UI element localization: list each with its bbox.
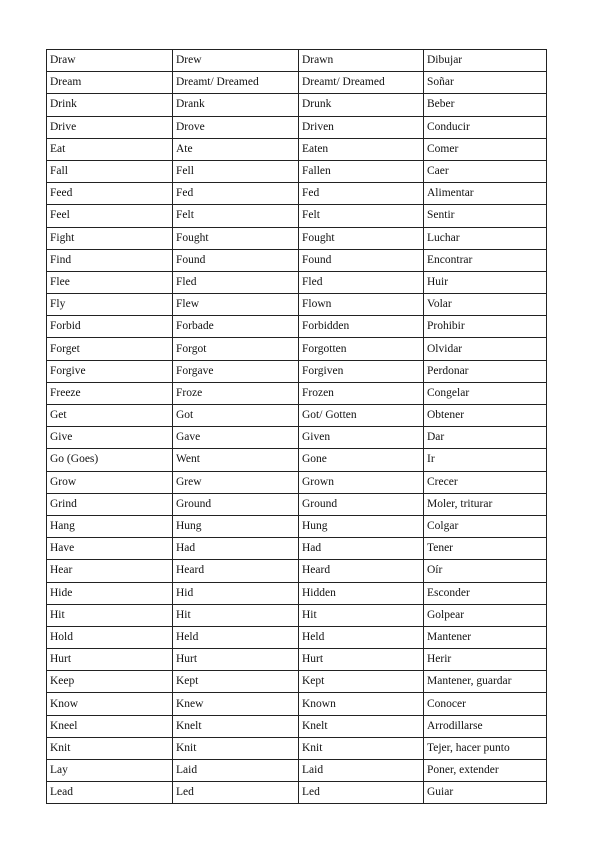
past-participle-cell: Had (299, 538, 424, 560)
table-row (47, 116, 547, 138)
past-simple-cell: Felt (173, 205, 299, 227)
past-participle-cell: Driven (299, 116, 424, 138)
past-simple-cell: Grew (173, 471, 299, 493)
past-simple-cell: Forgave (173, 360, 299, 382)
past-simple-cell: Got (173, 405, 299, 427)
base-form-cell: Flee (47, 271, 173, 293)
translation-cell: Huir (424, 271, 547, 293)
table-row (47, 249, 547, 271)
translation-cell: Crecer (424, 471, 547, 493)
translation-cell: Ir (424, 449, 547, 471)
past-participle-cell: Ground (299, 493, 424, 515)
past-simple-cell: Fed (173, 183, 299, 205)
past-participle-cell: Felt (299, 205, 424, 227)
past-participle-cell: Led (299, 782, 424, 804)
base-form-cell: Keep (47, 671, 173, 693)
past-participle-cell: Fought (299, 227, 424, 249)
past-participle-cell: Given (299, 427, 424, 449)
table-row (47, 693, 547, 715)
base-form-cell: Fight (47, 227, 173, 249)
base-form-cell: Hide (47, 582, 173, 604)
translation-cell: Herir (424, 649, 547, 671)
table-row (47, 382, 547, 404)
past-simple-cell: Led (173, 782, 299, 804)
base-form-cell: Have (47, 538, 173, 560)
table-row (47, 271, 547, 293)
base-form-cell: Feel (47, 205, 173, 227)
table-row (47, 338, 547, 360)
translation-cell: Comer (424, 138, 547, 160)
base-form-cell: Go (Goes) (47, 449, 173, 471)
past-simple-cell: Laid (173, 760, 299, 782)
translation-cell: Encontrar (424, 249, 547, 271)
base-form-cell: Drive (47, 116, 173, 138)
past-simple-cell: Forgot (173, 338, 299, 360)
past-participle-cell: Forbidden (299, 316, 424, 338)
translation-cell: Prohibir (424, 316, 547, 338)
table-row (47, 737, 547, 759)
translation-cell: Perdonar (424, 360, 547, 382)
base-form-cell: Knit (47, 737, 173, 759)
past-simple-cell: Ate (173, 138, 299, 160)
base-form-cell: Draw (47, 50, 173, 72)
base-form-cell: Hang (47, 515, 173, 537)
past-participle-cell: Held (299, 626, 424, 648)
past-participle-cell: Eaten (299, 138, 424, 160)
past-simple-cell: Knit (173, 737, 299, 759)
base-form-cell: Feed (47, 183, 173, 205)
past-simple-cell: Drove (173, 116, 299, 138)
translation-cell: Volar (424, 294, 547, 316)
translation-cell: Dibujar (424, 50, 547, 72)
past-participle-cell: Fled (299, 271, 424, 293)
base-form-cell: Fly (47, 294, 173, 316)
base-form-cell: Forgive (47, 360, 173, 382)
past-simple-cell: Held (173, 626, 299, 648)
past-participle-cell: Drunk (299, 94, 424, 116)
table-row (47, 493, 547, 515)
translation-cell: Sentir (424, 205, 547, 227)
past-simple-cell: Hid (173, 582, 299, 604)
base-form-cell: Lay (47, 760, 173, 782)
past-simple-cell: Gave (173, 427, 299, 449)
table-row (47, 649, 547, 671)
past-simple-cell: Froze (173, 382, 299, 404)
past-simple-cell: Hung (173, 515, 299, 537)
table-row (47, 405, 547, 427)
past-participle-cell: Knit (299, 737, 424, 759)
base-form-cell: Eat (47, 138, 173, 160)
past-participle-cell: Drawn (299, 50, 424, 72)
past-participle-cell: Grown (299, 471, 424, 493)
past-participle-cell: Hit (299, 604, 424, 626)
past-participle-cell: Hurt (299, 649, 424, 671)
table-row (47, 360, 547, 382)
past-simple-cell: Kept (173, 671, 299, 693)
past-simple-cell: Found (173, 249, 299, 271)
table-row (47, 160, 547, 182)
base-form-cell: Kneel (47, 715, 173, 737)
table-row (47, 515, 547, 537)
past-simple-cell: Drank (173, 94, 299, 116)
past-simple-cell: Dreamt/ Dreamed (173, 72, 299, 94)
past-participle-cell: Frozen (299, 382, 424, 404)
table-row (47, 316, 547, 338)
table-row (47, 50, 547, 72)
table-row (47, 72, 547, 94)
translation-cell: Beber (424, 94, 547, 116)
base-form-cell: Forget (47, 338, 173, 360)
base-form-cell: Hold (47, 626, 173, 648)
table-row (47, 582, 547, 604)
translation-cell: Esconder (424, 582, 547, 604)
table-row (47, 427, 547, 449)
past-participle-cell: Fallen (299, 160, 424, 182)
table-row (47, 604, 547, 626)
past-simple-cell: Heard (173, 560, 299, 582)
translation-cell: Colgar (424, 515, 547, 537)
past-participle-cell: Hidden (299, 582, 424, 604)
translation-cell: Moler, triturar (424, 493, 547, 515)
translation-cell: Tener (424, 538, 547, 560)
past-participle-cell: Found (299, 249, 424, 271)
table-row (47, 294, 547, 316)
table-row (47, 671, 547, 693)
past-participle-cell: Knelt (299, 715, 424, 737)
base-form-cell: Dream (47, 72, 173, 94)
translation-cell: Oír (424, 560, 547, 582)
past-simple-cell: Ground (173, 493, 299, 515)
translation-cell: Obtener (424, 405, 547, 427)
past-simple-cell: Had (173, 538, 299, 560)
base-form-cell: Find (47, 249, 173, 271)
translation-cell: Conocer (424, 693, 547, 715)
table-row (47, 138, 547, 160)
base-form-cell: Drink (47, 94, 173, 116)
past-participle-cell: Hung (299, 515, 424, 537)
translation-cell: Arrodillarse (424, 715, 547, 737)
table-row (47, 183, 547, 205)
table-row (47, 205, 547, 227)
irregular-verbs-table (46, 49, 547, 804)
past-participle-cell: Laid (299, 760, 424, 782)
base-form-cell: Hear (47, 560, 173, 582)
past-simple-cell: Knew (173, 693, 299, 715)
translation-cell: Dar (424, 427, 547, 449)
translation-cell: Conducir (424, 116, 547, 138)
table-row (47, 471, 547, 493)
base-form-cell: Freeze (47, 382, 173, 404)
past-simple-cell: Forbade (173, 316, 299, 338)
table-row (47, 449, 547, 471)
base-form-cell: Get (47, 405, 173, 427)
translation-cell: Luchar (424, 227, 547, 249)
table-row (47, 715, 547, 737)
base-form-cell: Hurt (47, 649, 173, 671)
base-form-cell: Give (47, 427, 173, 449)
past-participle-cell: Known (299, 693, 424, 715)
translation-cell: Congelar (424, 382, 547, 404)
past-simple-cell: Fell (173, 160, 299, 182)
translation-cell: Olvidar (424, 338, 547, 360)
past-simple-cell: Fought (173, 227, 299, 249)
past-simple-cell: Flew (173, 294, 299, 316)
base-form-cell: Fall (47, 160, 173, 182)
past-simple-cell: Hit (173, 604, 299, 626)
translation-cell: Caer (424, 160, 547, 182)
translation-cell: Mantener, guardar (424, 671, 547, 693)
translation-cell: Mantener (424, 626, 547, 648)
table-body (47, 50, 547, 804)
past-participle-cell: Forgiven (299, 360, 424, 382)
translation-cell: Tejer, hacer punto (424, 737, 547, 759)
base-form-cell: Forbid (47, 316, 173, 338)
translation-cell: Alimentar (424, 183, 547, 205)
table-row (47, 782, 547, 804)
translation-cell: Poner, extender (424, 760, 547, 782)
table-row (47, 538, 547, 560)
past-participle-cell: Gone (299, 449, 424, 471)
past-simple-cell: Hurt (173, 649, 299, 671)
base-form-cell: Lead (47, 782, 173, 804)
past-simple-cell: Fled (173, 271, 299, 293)
table-row (47, 227, 547, 249)
past-participle-cell: Dreamt/ Dreamed (299, 72, 424, 94)
past-participle-cell: Forgotten (299, 338, 424, 360)
table-row (47, 560, 547, 582)
past-simple-cell: Went (173, 449, 299, 471)
past-simple-cell: Knelt (173, 715, 299, 737)
table-row (47, 760, 547, 782)
base-form-cell: Hit (47, 604, 173, 626)
base-form-cell: Grow (47, 471, 173, 493)
base-form-cell: Know (47, 693, 173, 715)
past-participle-cell: Flown (299, 294, 424, 316)
translation-cell: Golpear (424, 604, 547, 626)
translation-cell: Soñar (424, 72, 547, 94)
translation-cell: Guiar (424, 782, 547, 804)
table-row (47, 94, 547, 116)
past-participle-cell: Got/ Gotten (299, 405, 424, 427)
past-participle-cell: Kept (299, 671, 424, 693)
past-participle-cell: Heard (299, 560, 424, 582)
base-form-cell: Grind (47, 493, 173, 515)
past-participle-cell: Fed (299, 183, 424, 205)
past-simple-cell: Drew (173, 50, 299, 72)
table-row (47, 626, 547, 648)
